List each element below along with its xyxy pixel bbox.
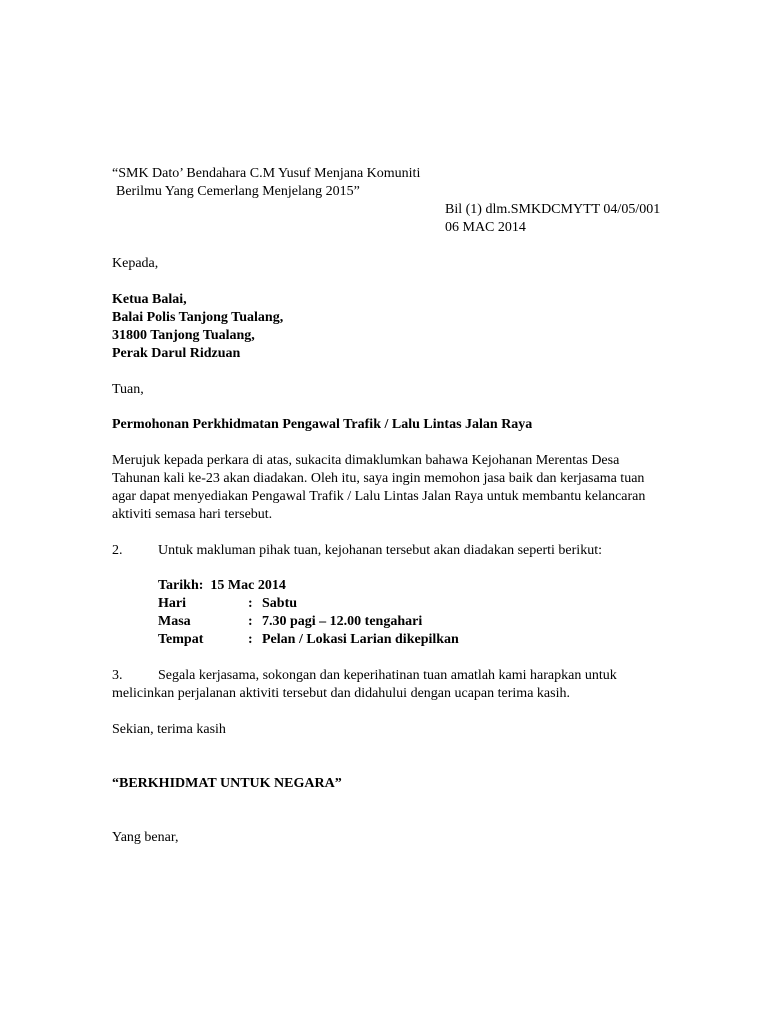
- para3-text-1: Segala kerjasama, sokongan dan keperihatinan tuan amatlah kami harapkan untuk: [158, 668, 617, 683]
- letter-date: 06 MAC 2014: [445, 220, 526, 235]
- hari-label: Hari: [158, 596, 186, 611]
- recipient-line-1: Ketua Balai,: [112, 292, 187, 307]
- detail-hari: [158, 595, 297, 613]
- hari-value: Sabtu: [262, 596, 298, 611]
- para2-text: Untuk makluman pihak tuan, kejohanan tersebut akan diadakan seperti berikut:: [158, 543, 602, 558]
- para2-number: 2.: [112, 543, 123, 558]
- para3-line-1: [112, 667, 617, 685]
- subject-line: Permohonan Perkhidmatan Pengawal Trafik / Lalu Lintas Jalan Raya: [112, 417, 533, 432]
- para1-line-1: Merujuk kepada perkara di atas, sukacita dimaklumkan bahawa Kejohanan Merentas Desa: [112, 453, 620, 468]
- motto-line-2: Berilmu Yang Cemerlang Menjelang 2015”: [116, 184, 360, 199]
- greeting-to: Kepada,: [112, 256, 159, 271]
- masa-label: Masa: [158, 614, 191, 629]
- recipient-line-3: 31800 Tanjong Tualang,: [112, 328, 255, 343]
- salutation: Tuan,: [112, 382, 144, 397]
- detail-tempat: [158, 631, 459, 649]
- detail-tarikh: [158, 577, 286, 595]
- detail-masa: [158, 613, 422, 631]
- masa-colon: :: [248, 614, 253, 629]
- recipient-line-2: Balai Polis Tanjong Tualang,: [112, 310, 284, 325]
- tarikh-label: Tarikh:: [158, 578, 204, 593]
- slogan: “BERKHIDMAT UNTUK NEGARA”: [112, 776, 342, 791]
- closing-text: Sekian, terima kasih: [112, 722, 226, 737]
- para2: [112, 542, 602, 560]
- para1-line-3: agar dapat menyediakan Pengawal Trafik / Lalu Lintas Jalan Raya untuk membantu kelancaran: [112, 489, 646, 504]
- reference-number: Bil (1) dlm.SMKDCMYTT 04/05/001: [445, 202, 661, 217]
- masa-value: 7.30 pagi – 12.00 tengahari: [262, 614, 423, 629]
- tempat-value: Pelan / Lokasi Larian dikepilkan: [262, 632, 459, 647]
- motto-line-1: “SMK Dato’ Bendahara C.M Yusuf Menjana Komuniti: [112, 166, 421, 181]
- para3-number: 3.: [112, 668, 123, 683]
- para1-line-4: aktiviti semasa hari tersebut.: [112, 507, 273, 522]
- signoff: Yang benar,: [112, 830, 179, 845]
- para1-line-2: Tahunan kali ke-23 akan diadakan. Oleh itu, saya ingin memohon jasa baik dan kerjasama tuan: [112, 471, 645, 486]
- para3-line-2: melicinkan perjalanan aktiviti tersebut dan didahului dengan ucapan terima kasih.: [112, 686, 570, 701]
- tempat-colon: :: [248, 632, 253, 647]
- tarikh-value: 15 Mac 2014: [210, 578, 286, 593]
- tempat-label: Tempat: [158, 632, 204, 647]
- hari-colon: :: [248, 596, 253, 611]
- recipient-line-4: Perak Darul Ridzuan: [112, 346, 241, 361]
